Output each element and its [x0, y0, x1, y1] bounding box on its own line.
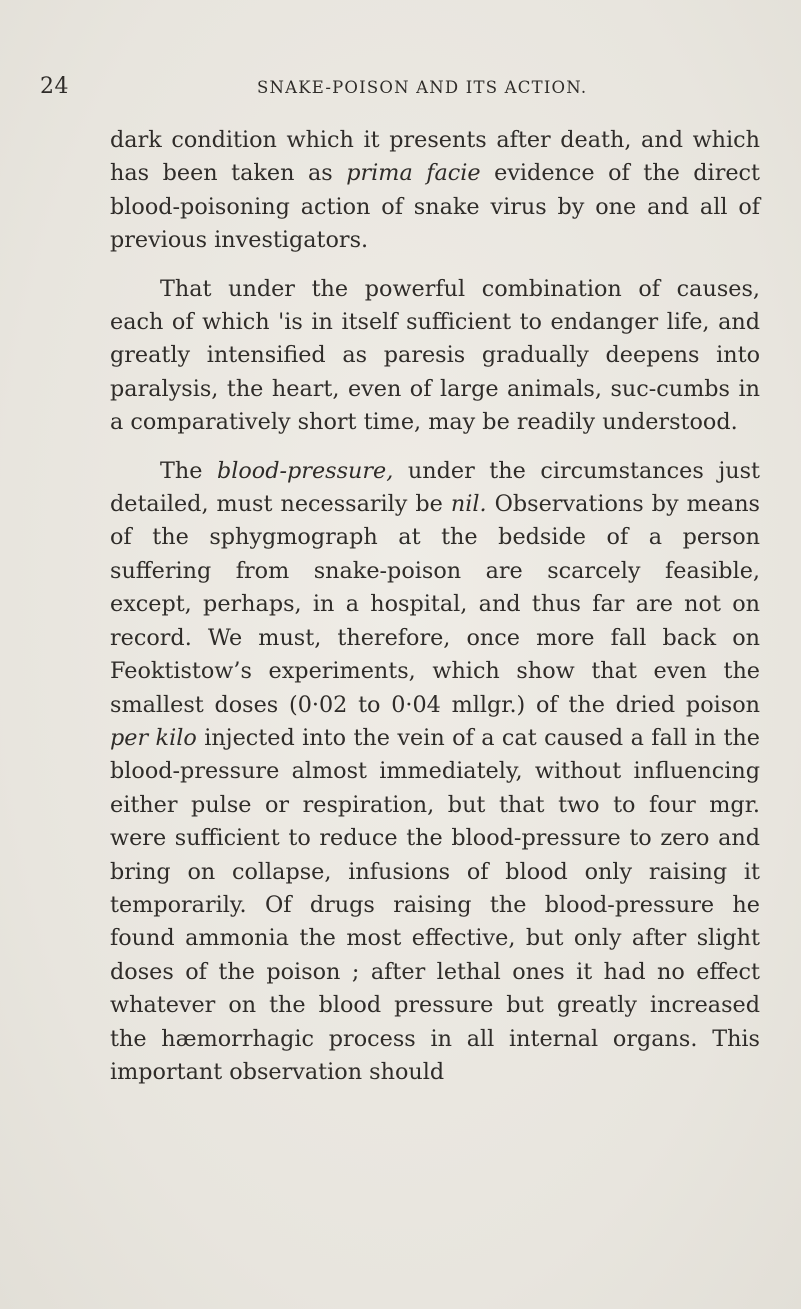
paragraph-2: [110, 273, 760, 440]
paragraph-1: [110, 124, 760, 258]
running-head: SNAKE-POISON AND ITS ACTION.: [257, 78, 588, 97]
page-header: [0, 74, 801, 104]
text-segment: That under the powerful combination of causes, each of which 'is in itself sufficient to endanger life, and greatly intensified as paresis gradually deepens into paralysis, the heart, even of large animals, suc-cumbs in a comparatively short time, may be readily understood.: [110, 275, 760, 436]
body-text: [110, 124, 760, 1089]
paragraph-3: [110, 455, 760, 1090]
italic-phrase: per kilo: [110, 724, 197, 751]
text-segment: under the circumstances just detailed, must necessarily be: [110, 457, 760, 518]
text-segment: Observations by means of the sphygmograph at the bedside of a person suffering from snake-poison are scarcely feasible, except, perhaps, in a hospital, and thus far are not on record. We must, therefore, once more fall back on Feoktistow’s experiments, which show that even the smallest doses (0·02 to 0·04 mllgr.) of the dried poison: [110, 491, 760, 718]
text-segment: The: [160, 457, 217, 484]
italic-phrase: blood-pressure,: [216, 457, 394, 484]
italic-phrase: nil.: [450, 491, 487, 518]
italic-phrase: prima facie: [346, 160, 481, 187]
page-number: 24: [40, 74, 69, 99]
text-segment: evidence of the direct blood-poisoning action of snake virus by one and all of previous investigators.: [110, 160, 760, 254]
text-segment: injected into the vein of a cat caused a fall in the blood-pressure almost immediately, without influencing either pulse or respiration, but that two to four mgr. were sufficient to reduce the blood-pressure to zero and bring on collapse, infusions of blood only raising it temporarily. Of drugs raising the blood-pressure he found ammonia the most effective, but only after slight doses of the poison ; after lethal ones it had no effect whatever on the blood pressure but greatly increased the hæmorrhagic process in all internal organs. This important observation should: [110, 724, 760, 1085]
text-segment: dark condition which it presents after death, and which has been taken as: [110, 127, 760, 187]
